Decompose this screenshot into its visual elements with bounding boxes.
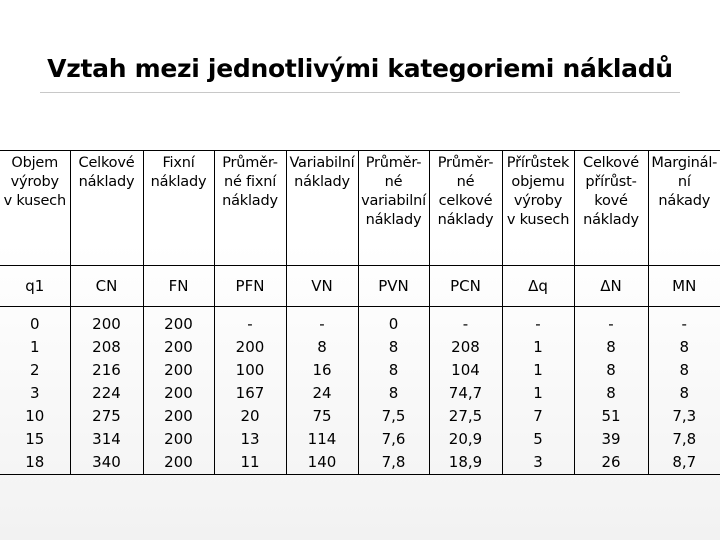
table-cell: 140 — [307, 453, 337, 471]
table-cell: 7 — [533, 407, 543, 425]
column-header-line: Celkové — [78, 155, 135, 171]
values-row — [0, 307, 720, 475]
column-header-line: náklady — [365, 212, 422, 228]
table-cell: 200 — [164, 384, 193, 402]
column-values — [574, 307, 648, 475]
column-header-line: Objem — [11, 155, 59, 171]
table-cell: 200 — [235, 338, 265, 356]
column-symbol: Δq — [502, 266, 574, 307]
table-cell: 2 — [29, 361, 40, 379]
table-cell: 0 — [388, 315, 399, 333]
table-cell: 26 — [601, 453, 621, 471]
table-cell: - — [681, 315, 687, 333]
table-cell: 8 — [388, 361, 399, 379]
table-cell: 3 — [533, 453, 543, 471]
table-cell: 114 — [307, 430, 337, 448]
column-header — [574, 151, 648, 266]
column-header-line: Průměr- — [365, 155, 422, 171]
table-cell: 24 — [312, 384, 332, 402]
table-cell: 200 — [92, 315, 121, 333]
table-cell: 200 — [164, 338, 193, 356]
table-cell: 216 — [92, 361, 121, 379]
table-cell: 8 — [679, 338, 690, 356]
column-values — [286, 307, 358, 475]
column-header-line: výroby — [10, 174, 59, 190]
column-symbol: CN — [70, 266, 143, 307]
title-divider — [40, 92, 680, 93]
table-cell: 10 — [25, 407, 45, 425]
table-cell: 7,3 — [672, 407, 697, 425]
column-symbol: PVN — [358, 266, 429, 307]
column-header-line: celkové — [438, 193, 493, 209]
table-cell: 224 — [92, 384, 121, 402]
table-cell: 1 — [533, 361, 543, 379]
table-cell: 18 — [25, 453, 45, 471]
table-cell: 7,8 — [672, 430, 697, 448]
table-cell: 1 — [533, 338, 543, 356]
table-cell: 5 — [533, 430, 543, 448]
column-header — [70, 151, 143, 266]
table-cell: 8 — [317, 338, 327, 356]
column-symbol: FN — [143, 266, 214, 307]
column-header-line: variabilní — [361, 193, 426, 209]
column-header-line: Marginál- — [651, 155, 718, 171]
column-symbol: PCN — [429, 266, 502, 307]
table-cell: 8 — [606, 338, 616, 356]
table-cell: 8 — [606, 384, 616, 402]
table-cell: 7,8 — [381, 453, 406, 471]
table-cell: 100 — [235, 361, 265, 379]
column-header-line: Průměr- — [437, 155, 494, 171]
column-header-line: ní — [677, 174, 691, 190]
table-cell: 200 — [164, 407, 193, 425]
table-cell: 3 — [29, 384, 40, 402]
table-cell: 208 — [451, 338, 480, 356]
table-cell: 314 — [92, 430, 121, 448]
table-cell: 200 — [164, 361, 193, 379]
column-header-line: přírůst- — [585, 174, 637, 190]
table-cell: 39 — [601, 430, 621, 448]
table-cell: - — [247, 315, 253, 333]
column-header-line: né — [456, 174, 475, 190]
column-header-line: né fixní — [223, 174, 277, 190]
table-cell: - — [608, 315, 614, 333]
table-cell: 20,9 — [448, 430, 483, 448]
table-cell: 20 — [240, 407, 260, 425]
column-header-line: náklady — [294, 174, 350, 190]
column-header — [143, 151, 214, 266]
table-cell: 7,5 — [381, 407, 406, 425]
column-header-line: objemu — [511, 174, 565, 190]
column-header-line: výroby — [513, 193, 563, 209]
column-header — [286, 151, 358, 266]
column-header — [0, 151, 70, 266]
table-cell: 340 — [92, 453, 121, 471]
table-cell: - — [462, 315, 469, 333]
column-header-line: Průměr- — [222, 155, 278, 171]
column-header-line: Celkové — [583, 155, 639, 171]
column-header-line: náklady — [222, 193, 278, 209]
table-cell: 1 — [533, 384, 543, 402]
column-values — [70, 307, 143, 475]
table-cell: 200 — [164, 430, 193, 448]
table-cell: 27,5 — [448, 407, 483, 425]
table-cell: 8 — [606, 361, 616, 379]
symbol-row — [0, 266, 720, 307]
column-values — [358, 307, 429, 475]
table-cell: 75 — [312, 407, 332, 425]
table-cell: 11 — [240, 453, 260, 471]
column-values — [143, 307, 214, 475]
table-cell: 167 — [235, 384, 265, 402]
column-values — [648, 307, 720, 475]
column-header-line: náklady — [437, 212, 494, 228]
column-header-line: Variabilní — [289, 155, 355, 171]
table-cell: 200 — [164, 453, 193, 471]
table-cell: - — [535, 315, 541, 333]
column-header — [648, 151, 720, 266]
column-values — [502, 307, 574, 475]
column-header-line: náklady — [78, 174, 135, 190]
column-header — [502, 151, 574, 266]
table-cell: 8 — [388, 338, 399, 356]
column-header-line: Fixní — [162, 155, 195, 171]
table-cell: 208 — [92, 338, 121, 356]
column-header — [214, 151, 286, 266]
table-cell: 8 — [388, 384, 399, 402]
column-header-line: kové — [594, 193, 628, 209]
table-cell: 8 — [679, 361, 690, 379]
table-cell: 18,9 — [448, 453, 483, 471]
table-cell: 8,7 — [672, 453, 697, 471]
table-cell: 200 — [164, 315, 193, 333]
column-header-line: nákady — [658, 193, 711, 209]
column-header-line: náklady — [150, 174, 207, 190]
column-header-line: né — [384, 174, 403, 190]
slide-title: Vztah mezi jednotlivými kategoriemi nákladů — [47, 54, 673, 83]
column-header-line: Přírůstek — [506, 155, 570, 171]
table-cell: 16 — [312, 361, 332, 379]
table-cell: 104 — [451, 361, 480, 379]
table-cell: 7,6 — [381, 430, 406, 448]
column-symbol: MN — [648, 266, 720, 307]
column-values — [429, 307, 502, 475]
column-values — [0, 307, 70, 475]
table-cell: 1 — [29, 338, 40, 356]
table-cell: 74,7 — [448, 384, 483, 402]
table-cell: 275 — [92, 407, 121, 425]
table-cell: 13 — [240, 430, 260, 448]
column-header — [429, 151, 502, 266]
cost-categories-table — [0, 150, 720, 475]
column-header-line: v kusech — [506, 212, 570, 228]
table-cell: 8 — [679, 384, 690, 402]
column-symbol: VN — [286, 266, 358, 307]
column-symbol: PFN — [214, 266, 286, 307]
column-values — [214, 307, 286, 475]
header-row — [0, 151, 720, 266]
table-cell: - — [319, 315, 325, 333]
column-symbol: ΔN — [574, 266, 648, 307]
table-cell: 51 — [601, 407, 621, 425]
column-header-line: v kusech — [3, 193, 66, 209]
column-header — [358, 151, 429, 266]
table-cell: 15 — [25, 430, 45, 448]
table-cell: 0 — [29, 315, 40, 333]
column-symbol: q1 — [0, 266, 70, 307]
column-header-line: náklady — [583, 212, 639, 228]
